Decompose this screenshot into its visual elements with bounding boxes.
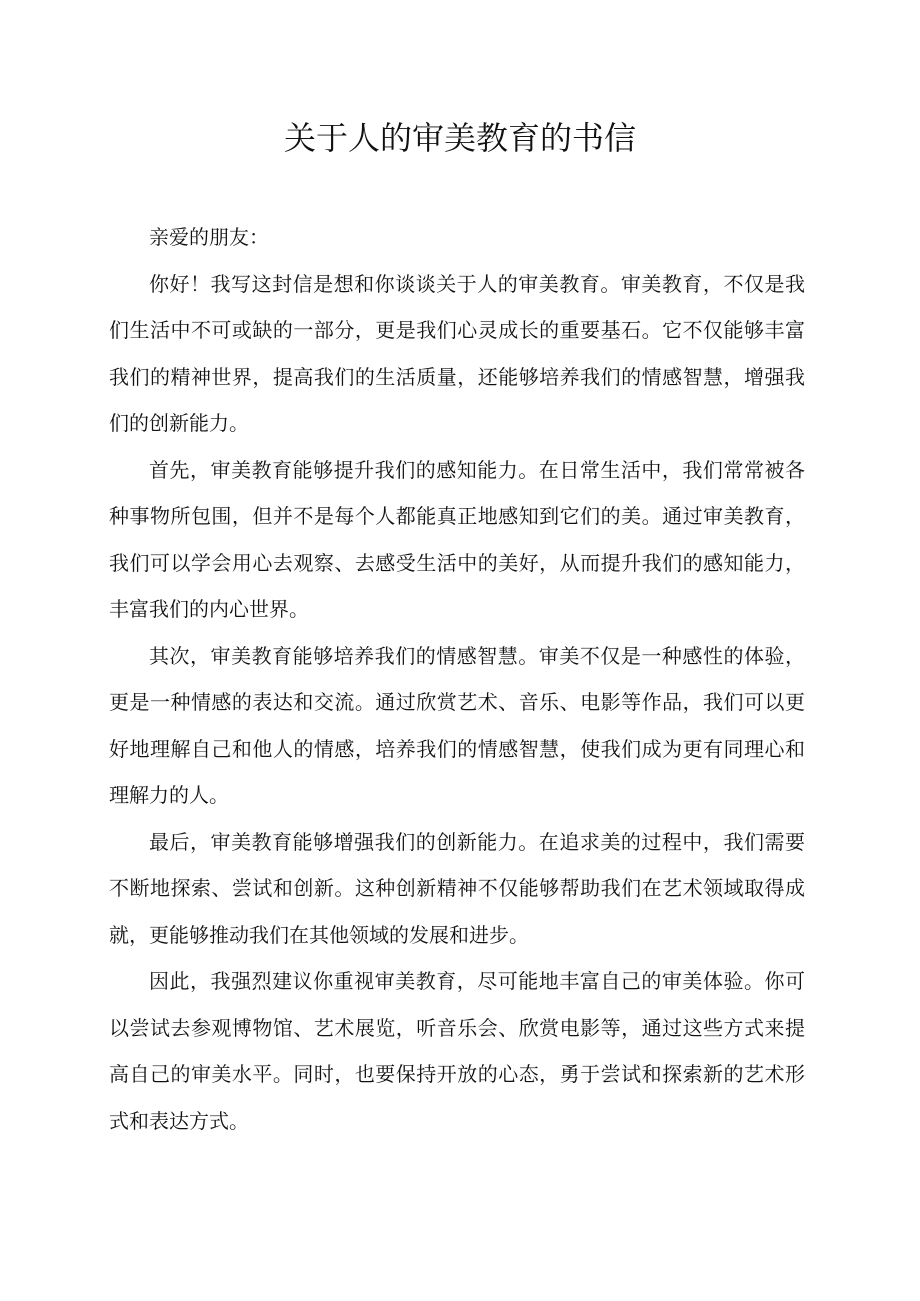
letter-body bbox=[109, 214, 805, 1144]
paragraph-second: 其次，审美教育能够培养我们的情感智慧。审美不仅是一种感性的体验，更是一种情感的表达和交流。通过欣赏艺术、音乐、电影等作品，我们可以更好地理解自己和他人的情感，培养我们的情感智慧，使我们成为更有同理心和理解力的人。 bbox=[109, 643, 805, 807]
document-title: 关于人的审美教育的书信 bbox=[283, 119, 636, 157]
paragraph-conclusion: 因此，我强烈建议你重视审美教育，尽可能地丰富自己的审美体验。你可以尝试去参观博物馆、艺术展览，听音乐会、欣赏电影等，通过这些方式来提高自己的审美水平。同时，也要保持开放的心态，勇于尝试和探索新的艺术形式和表达方式。 bbox=[109, 969, 805, 1133]
paragraph-last: 最后，审美教育能够增强我们的创新能力。在追求美的过程中，我们需要不断地探索、尝试和创新。这种创新精神不仅能够帮助我们在艺术领域取得成就，更能够推动我们在其他领域的发展和进步。 bbox=[109, 829, 805, 947]
paragraph-first: 首先，审美教育能够提升我们的感知能力。在日常生活中，我们常常被各种事物所包围，但并不是每个人都能真正地感知到它们的美。通过审美教育，我们可以学会用心去观察、去感受生活中的美好，从而提升我们的感知能力，丰富我们的内心世界。 bbox=[109, 457, 805, 621]
salutation: 亲爱的朋友： bbox=[149, 225, 269, 249]
paragraph-greeting: 你好！我写这封信是想和你谈谈关于人的审美教育。审美教育，不仅是我们生活中不可或缺的一部分，更是我们心灵成长的重要基石。它不仅能够丰富我们的精神世界，提高我们的生活质量，还能够培养我们的情感智慧，增强我们的创新能力。 bbox=[109, 271, 805, 435]
